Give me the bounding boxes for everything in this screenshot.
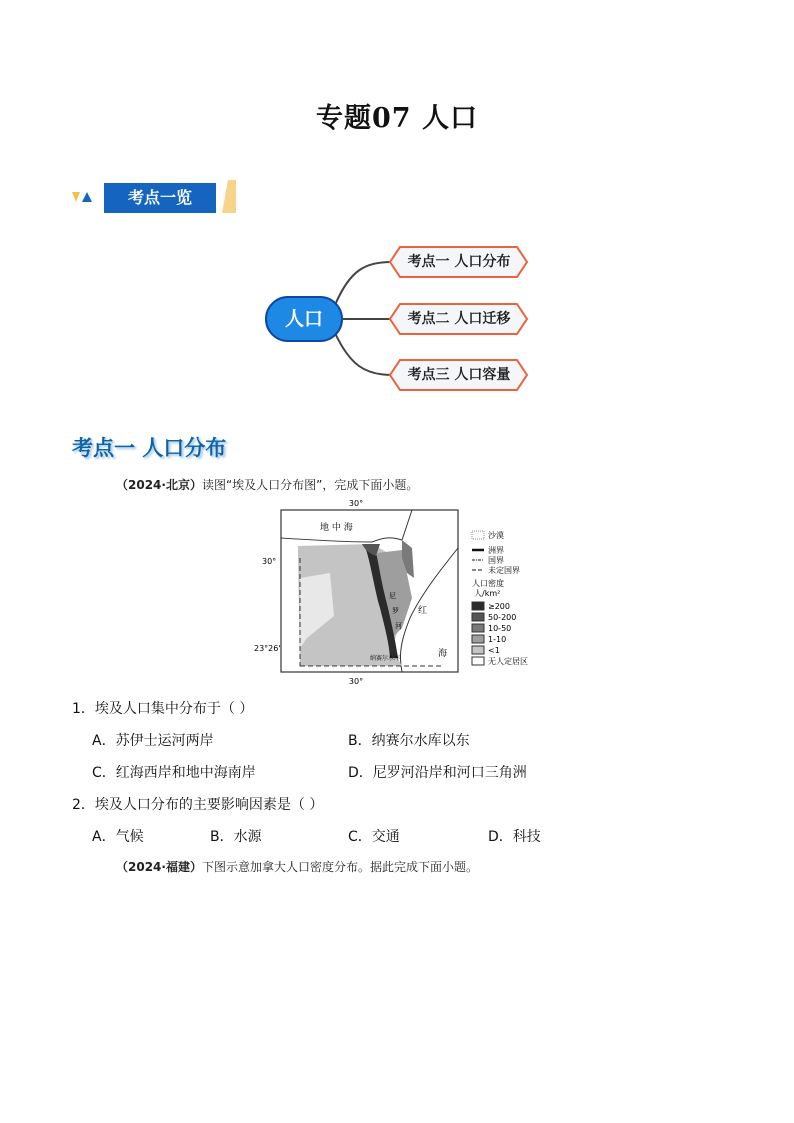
- question-1-option-d[interactable]: D．尼罗河沿岸和河口三角洲: [348, 765, 527, 781]
- legend-national-border: 国界: [488, 556, 504, 565]
- map-label-bottom-lon: 30°: [348, 677, 364, 686]
- map-label-lat-2326: 23°26': [254, 644, 281, 653]
- mindmap-node-3: 考点三 人口容量: [407, 367, 511, 383]
- legend-class-swatch: [472, 646, 484, 654]
- question-2-option-c[interactable]: C．交通: [348, 829, 400, 845]
- intro2-text: 下图示意加拿大人口密度分布。据此完成下面小题。: [201, 860, 478, 874]
- legend-class-swatch: [472, 613, 484, 621]
- mindmap-node-1: 考点一 人口分布: [407, 254, 511, 270]
- question-2-number: 2．: [72, 797, 95, 813]
- map-label-red-sea-1: 红: [418, 606, 428, 616]
- question-1-option-b[interactable]: B．纳赛尔水库以东: [348, 733, 470, 749]
- mindmap-node-2: 考点二 人口迁移: [407, 311, 511, 327]
- question-1: [72, 698, 253, 718]
- question-2-stem: 埃及人口分布的主要影响因素是（ ）: [94, 797, 324, 813]
- question-1-stem: 埃及人口集中分布于（ ）: [94, 701, 254, 717]
- triangle-down-icon: [72, 192, 80, 202]
- mindmap-center: 人口: [265, 296, 343, 342]
- intro2-source: （2024·福建）: [116, 860, 202, 874]
- legend-density-unit: 人/km²: [474, 589, 501, 598]
- question-1-number: 1．: [72, 701, 95, 717]
- map-label-river-1: 尼: [389, 592, 396, 600]
- legend-class-label: 无人定居区: [488, 657, 528, 666]
- legend-continent-border: 洲界: [488, 546, 504, 555]
- intro-text: 读图“埃及人口分布图”，完成下面小题。: [201, 478, 419, 492]
- legend-class-swatch: [472, 624, 484, 632]
- question-2-option-d[interactable]: D．科技: [488, 829, 541, 845]
- page-title: 专题07 人口: [316, 103, 478, 134]
- legend-density-title: 人口密度: [472, 579, 504, 588]
- legend-class-label: 50-200: [488, 613, 517, 622]
- question-intro: [116, 476, 418, 493]
- overview-label: 考点一览: [104, 183, 216, 213]
- legend-class-label: ≥200: [488, 602, 510, 611]
- banner-tail-icon: [222, 180, 236, 213]
- intro-source: （2024·北京）: [116, 478, 202, 492]
- map-label-river-2: 罗: [392, 607, 399, 615]
- question-2-option-a[interactable]: A．气候: [92, 829, 144, 845]
- map-label-lat-30: 30°: [262, 557, 277, 566]
- legend-undetermined-border: 未定国界: [488, 566, 520, 575]
- map-label-river-3: 河: [395, 622, 402, 630]
- egypt-population-map: [252, 498, 537, 688]
- map-label-reservoir: 纳赛尔水库: [370, 655, 401, 662]
- legend-class-swatch: [472, 635, 484, 643]
- legend-class-label: 1-10: [488, 635, 507, 644]
- question-1-option-a[interactable]: A．苏伊士运河两岸: [92, 733, 214, 749]
- question-1-option-c[interactable]: C．红海西岸和地中海南岸: [92, 765, 256, 781]
- legend-class-swatch: [472, 657, 484, 665]
- triangle-up-icon: [82, 192, 92, 202]
- legend-class-label: 10-50: [488, 624, 512, 633]
- map-label-red-sea-2: 海: [438, 649, 448, 659]
- map-legend: [472, 530, 528, 666]
- legend-class-swatch: [472, 602, 484, 610]
- question-2: [72, 794, 323, 814]
- map-label-sea: 地 中 海: [320, 523, 353, 533]
- map-label-top-lon: 30°: [348, 499, 364, 508]
- legend-desert-swatch: [472, 531, 484, 539]
- legend-class-label: <1: [488, 646, 500, 655]
- question-2-option-b[interactable]: B．水源: [210, 829, 262, 845]
- section-heading: 考点一 人口分布: [72, 436, 227, 460]
- legend-desert: 沙漠: [488, 531, 504, 540]
- question-intro-2: [116, 858, 478, 875]
